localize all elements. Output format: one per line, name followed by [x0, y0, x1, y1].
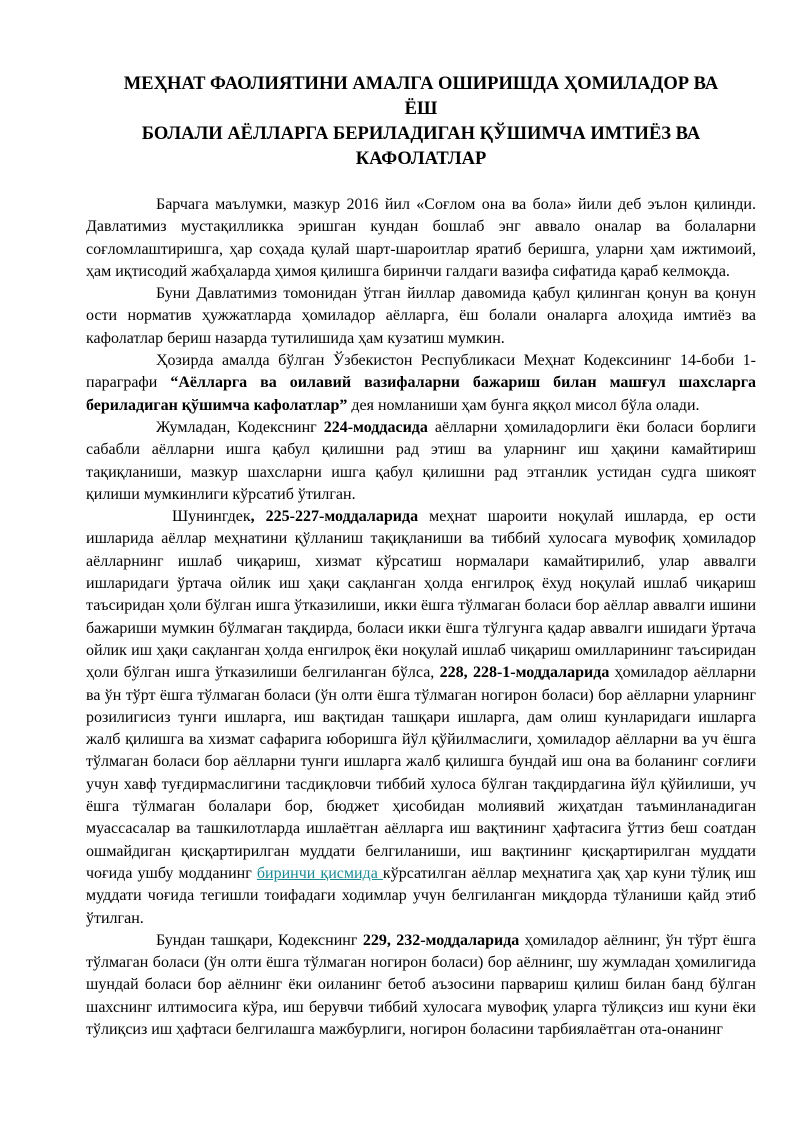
chapter-title-quote: “Аёлларга ва оилавий вазифаларни бажариш билан машғул шахсларга бериладиган қўшимча кафолатлар”	[86, 374, 756, 414]
title-line-1: МЕҲНАТ ФАОЛИЯТИНИ АМАЛГА ОШИРИШДА ҲОМИЛАДОР ВА ЁШ	[123, 74, 719, 119]
article-ref-225-227: , 225-227-моддаларида	[250, 508, 419, 526]
paragraph-3-text-a: Ҳозирда амалда бўлган Ўзбекистон Республикаси Меҳнат Кодексининг 14-боби 1-параграфи	[86, 352, 756, 392]
paragraph-3	[86, 350, 756, 417]
paragraph-4-text-c: аёлларни ҳомиладорлиги ёки боласи борлиги сабабли аёлларни ишга қабул қилишни рад этиш ва уларнинг иш ҳақини камайтириш тақиқланиши, мазкур шахсларни ишга қабул қилишни рад этганлик устидан судга шикоят қилиши мумкинлиги кўрсатиб ўтилган.	[86, 418, 756, 503]
paragraph-6-text-c: ҳомиладор аёлнинг, ўн тўрт ёшга тўлмаган боласи (ўн олти ёшга тўлмаган ногирон боласи) бор аёлнинг, шу жумладан ҳомилигида шундай боласи бор аёлнинг ёки оиланинг бетоб аъзосини парвариш қилиш билан банд бўлган шахснинг илтимосига кўра, иш берувчи тиббий хулосага мувофиқ уларга тўлиқсиз иш куни ёки тўлиқсиз иш ҳафтаси белгилашга мажбурлиги, ногирон боласини тарбиялаётган ота-онанинг	[86, 931, 756, 1038]
document-page	[86, 72, 756, 1041]
paragraph-5-text-e: ҳомиладор аёлларни ва ўн тўрт ёшга тўлмаган боласи (ўн олти ёшга тўлмаган ногирон боласи) бор аёлларни уларнинг розилигисиз тунги ишларга, иш вақтидан ташқари ишларга, дам олиш кунларидаги ишларга жалб қилишга ва хизмат сафарига юборишга йўл қўйилмаслиги, ҳомиладор аёлларни ва уч ёшга тўлмаган боласи бор аёлларни тунги ишларга жалб қилишга бундай иш она ва боланинг соғлиғи учун хавф туғдирмаслигини тасдиқловчи тиббий хулоса бўлган тақдирдагина йўл қўйилиши, уч ёшга тўлмаган болалари бор, бюджет ҳисобидан молиявий жиҳатдан таъминланадиган муассасалар ва ташкилотларда ишлаётган аёлларга иш вақтининг ҳафтасига ўттиз беш соатдан ошмайдиган қисқартирилган муддати белгиланиши, иш вақтининг қисқартирилган муддати чоғида ушбу модданинг	[86, 664, 756, 882]
article-ref-224: 224-моддасида	[323, 418, 428, 436]
paragraph-5-text-c: меҳнат шароити ноқулай ишларда, ер ости ишларида аёллар меҳнатини қўлланиш тақиқланиши ва тиббий хулосага мувофиқ ҳомиладор аёлларнинг ишлаб чиқариш, хизмат кўрсатиш нормалари камайтирилиб, улар аввалги ишларидаги ўртача ойлик иш ҳақи сақланган ҳолда енгилроқ ёхуд ноқулай ишлаб чиқариш таъсиридан ҳоли бўлган ишга ўтказилиши, икки ёшга тўлмаган боласи бор аёллар аввалги ишини бажариши мумкин бўлмаган тақдирда, боласи икки ёшга тўлгунга қадар аввалги ишидаги ўртача ойлик иш ҳақи сақланган ҳолда енгилроқ ёки ноқулай ишлаб чиқариш омилларининг таъсиридан ҳоли бўлган ишга ўтказилиши белгиланган бўлса,	[86, 508, 756, 682]
paragraph-5-text-f: кўрсатилган аёллар меҳнатига ҳақ ҳар куни тўлиқ иш муддати чоғида тегишли тоифадаги ходимлар учун белгиланган миқдорда тўланиши қайд этиб ўтилган.	[86, 864, 757, 927]
paragraph-6	[86, 930, 756, 1041]
paragraph-6-text-a: Бундан ташқари, Кодекснинг	[156, 931, 363, 949]
paragraph-2: Буни Давлатимиз томонидан ўтган йиллар давомида қабул қилинган қонун ва қонун ости норматив ҳужжатларда ҳомиладор аёлларга, ёш болали оналарга алоҳида имтиёз ва кафолатлар бериш назарда тутилишида ҳам кузатиш мумкин.	[86, 285, 756, 347]
article-ref-228: 228, 228-1-моддаларида	[439, 664, 610, 682]
first-part-link[interactable]: биринчи қисмида	[256, 864, 383, 882]
paragraph-5	[86, 506, 756, 930]
paragraph-5-text-a: Шунингдек	[172, 508, 251, 526]
article-ref-229-232: 229, 232-моддаларида	[362, 931, 520, 949]
paragraph-4-text-a: Жумладан, Кодекснинг	[156, 418, 324, 436]
paragraph-3-text-c: дея номланиши ҳам бунга яққол мисол бўла олади.	[347, 396, 700, 414]
paragraph-1: Барчага маълумки, мазкур 2016 йил «Соғлом она ва бола» йили деб эълон қилинди. Давлатимиз мустақилликка эришган кундан бошлаб энг аввало оналар ва болаларни соғломлаштиришга, ҳар соҳада қулай шарт-шароитлар яратиб беришга, уларни ҳам ижтимоий, ҳам иқтисодий жабҳаларда ҳимоя қилишга биринчи галдаги вазифа сифатида қараб келмоқда.	[86, 196, 756, 280]
title-line-3: КАФОЛАТЛАР	[355, 149, 487, 169]
paragraph-4	[86, 417, 756, 506]
document-title	[86, 72, 756, 172]
title-line-2: БОЛАЛИ АЁЛЛАРГА БЕРИЛАДИГАН ҚЎШИМЧА ИМТИЁЗ ВА	[141, 124, 701, 144]
